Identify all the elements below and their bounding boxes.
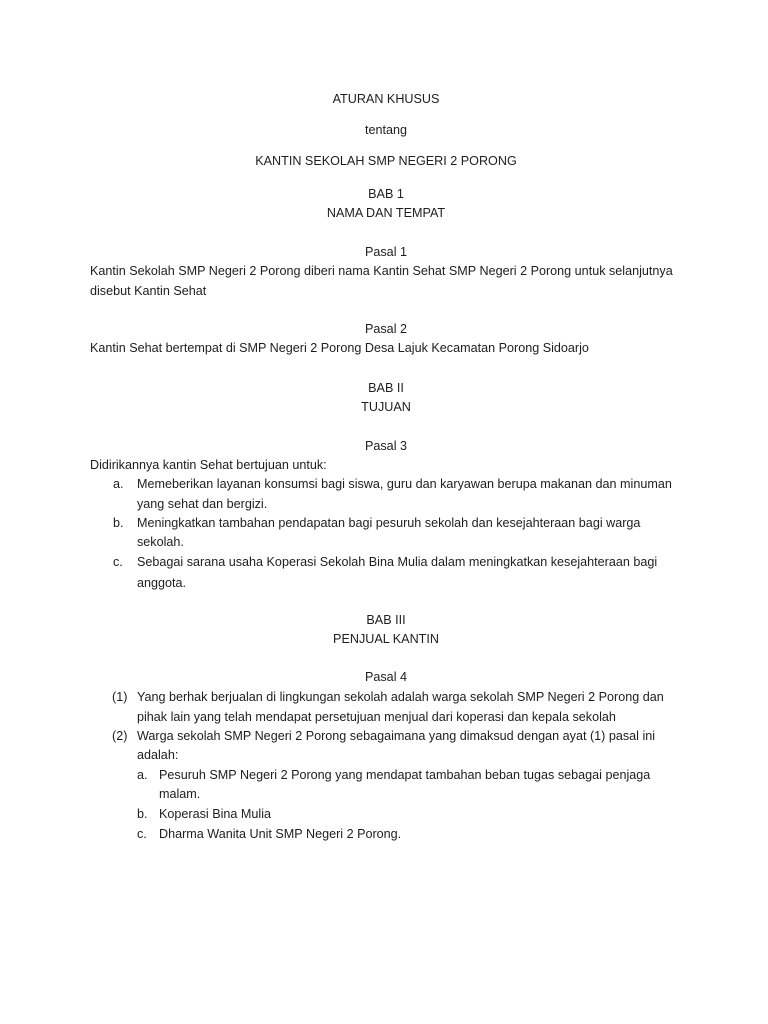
pasal3-intro: Didirikannya kantin Sehat bertujuan untuk: [90, 458, 327, 472]
pasal4-ayat2-item-a-marker: a. [137, 768, 148, 782]
pasal3-item-c-marker: c. [113, 555, 123, 569]
pasal3-item-c-line1: Sebagai sarana usaha Koperasi Sekolah Bina Mulia dalam meningkatkan kesejahteraan bagi [137, 555, 658, 569]
bab2-name: TUJUAN [361, 400, 411, 414]
pasal3-item-b-line2: sekolah. [137, 535, 184, 549]
pasal3-item-b-line1: Meningkatkan tambahan pendapatan bagi pesuruh sekolah dan kesejahteraan bagi warga [137, 516, 641, 530]
bab1-heading: BAB 1 [368, 187, 404, 201]
bab3-heading: BAB III [366, 613, 406, 627]
pasal4-ayat2-marker: (2) [112, 729, 128, 743]
pasal1-heading: Pasal 1 [364, 245, 407, 259]
pasal4-ayat2-line2: adalah: [137, 748, 179, 762]
pasal4-ayat2-item-c-line1: Dharma Wanita Unit SMP Negeri 2 Porong. [159, 827, 402, 841]
pasal3-heading: Pasal 3 [364, 439, 407, 453]
pasal4-ayat2-item-c-marker: c. [137, 827, 147, 841]
pasal2-heading: Pasal 2 [364, 322, 407, 336]
pasal4-ayat1-line1: Yang berhak berjualan di lingkungan sekolah adalah warga sekolah SMP Negeri 2 Porong dan [137, 690, 664, 704]
pasal4-ayat2-line1: Warga sekolah SMP Negeri 2 Porong sebagaimana yang dimaksud dengan ayat (1) pasal ini [137, 729, 656, 743]
pasal3-item-b-marker: b. [113, 516, 124, 530]
pasal3-item-a-line1: Memeberikan layanan konsumsi bagi siswa, guru dan karyawan berupa makanan dan minuman [137, 477, 672, 491]
bab2-heading: BAB II [368, 381, 404, 395]
pasal4-ayat2-item-b-line1: Koperasi Bina Mulia [159, 807, 272, 821]
pasal3-item-a-marker: a. [113, 477, 124, 491]
bab1-name: NAMA DAN TEMPAT [326, 206, 446, 220]
document-subject: KANTIN SEKOLAH SMP NEGERI 2 PORONG [255, 154, 517, 168]
pasal4-ayat2-item-b-marker: b. [137, 807, 148, 821]
pasal3-item-c-line2: anggota. [137, 576, 187, 590]
pasal3-item-a-line2: yang sehat dan bergizi. [137, 497, 268, 511]
document-title: ATURAN KHUSUS [332, 92, 440, 106]
pasal4-ayat1-marker: (1) [112, 690, 128, 704]
bab3-name: PENJUAL KANTIN [333, 632, 439, 646]
document-subtitle: tentang [364, 123, 408, 137]
pasal4-ayat2-item-a-line1: Pesuruh SMP Negeri 2 Porong yang mendapat tambahan beban tugas sebagai penjaga [159, 768, 651, 782]
pasal1-line2: disebut Kantin Sehat [90, 284, 207, 298]
pasal1-line1: Kantin Sekolah SMP Negeri 2 Porong diberi nama Kantin Sehat SMP Negeri 2 Porong untuk selanjutnya [90, 264, 673, 278]
pasal2-line1: Kantin Sehat bertempat di SMP Negeri 2 Porong Desa Lajuk Kecamatan Porong Sidoarjo [90, 341, 589, 355]
pasal4-heading: Pasal 4 [364, 670, 407, 684]
pasal4-ayat1-line2: pihak lain yang telah mendapat persetujuan menjual dari koperasi dan kepala sekolah [137, 710, 616, 724]
pasal4-ayat2-item-a-line2: malam. [159, 787, 201, 801]
